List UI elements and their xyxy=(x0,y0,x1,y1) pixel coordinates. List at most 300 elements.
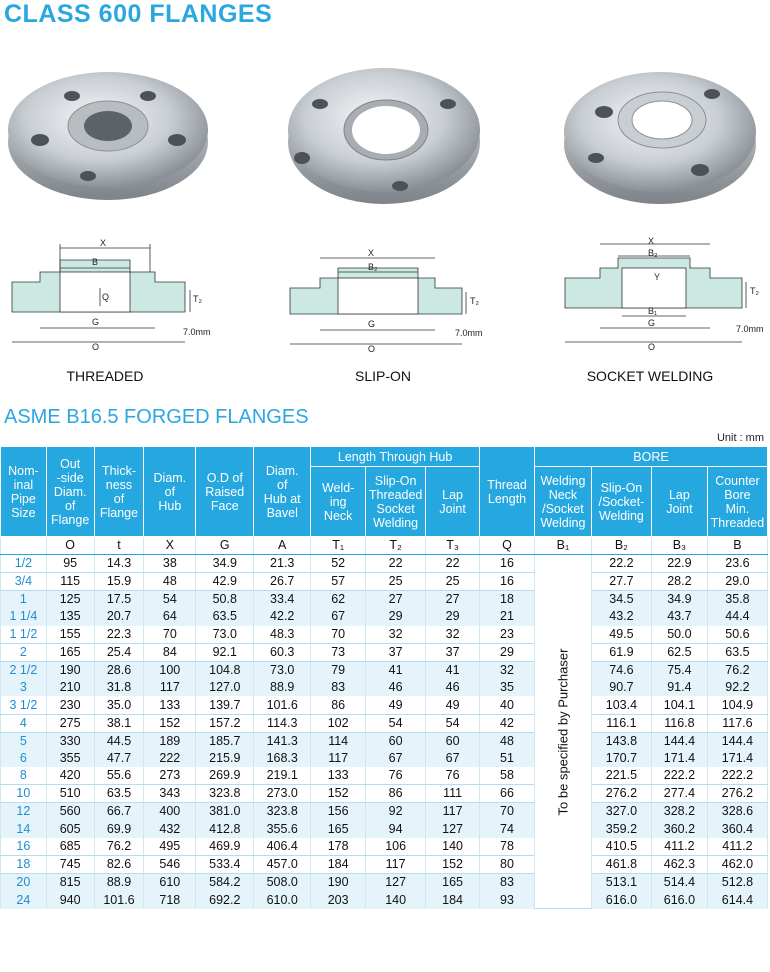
value-cell: 29 xyxy=(426,608,480,626)
value-cell: 469.9 xyxy=(196,838,254,856)
value-cell: 560 xyxy=(46,803,94,821)
value-cell: 114 xyxy=(311,732,366,750)
dim-t2-3: T₂ xyxy=(750,286,759,296)
value-cell: 111 xyxy=(426,785,480,803)
unit-label: Unit : mm xyxy=(716,432,764,444)
value-cell: 43.7 xyxy=(651,608,707,626)
value-cell: 73.0 xyxy=(254,661,311,679)
table-row xyxy=(1,714,768,732)
value-cell: 55.6 xyxy=(94,767,144,785)
value-cell: 610 xyxy=(144,874,196,892)
value-cell: 546 xyxy=(144,856,196,874)
pipe-size-cell: 2 1/2 xyxy=(1,661,47,679)
value-cell: 25 xyxy=(366,573,426,591)
value-cell: 34.9 xyxy=(196,555,254,573)
value-cell: 43.2 xyxy=(591,608,651,626)
value-cell: 66.7 xyxy=(94,803,144,821)
value-cell: 32 xyxy=(426,626,480,644)
symbol-row xyxy=(1,537,768,555)
value-cell: 91.4 xyxy=(651,679,707,697)
dim-mm-2: 7.0mm xyxy=(455,328,483,338)
header-b3: Lap Joint xyxy=(651,467,707,537)
value-cell: 34.5 xyxy=(591,591,651,609)
value-cell: 31.8 xyxy=(94,679,144,697)
value-cell: 102 xyxy=(311,714,366,732)
value-cell: 685 xyxy=(46,838,94,856)
value-cell: 116.8 xyxy=(651,714,707,732)
value-cell: 462.3 xyxy=(651,856,707,874)
value-cell: 46 xyxy=(426,679,480,697)
header-q: Thread Length xyxy=(480,447,535,537)
value-cell: 940 xyxy=(46,891,94,909)
value-cell: 400 xyxy=(144,803,196,821)
value-cell: 23 xyxy=(480,626,535,644)
value-cell: 610.0 xyxy=(254,891,311,909)
value-cell: 114.3 xyxy=(254,714,311,732)
value-cell: 323.8 xyxy=(196,785,254,803)
value-cell: 584.2 xyxy=(196,874,254,892)
value-cell: 16 xyxy=(480,555,535,573)
value-cell: 92.2 xyxy=(707,679,767,697)
pipe-size-cell: 1 1/4 xyxy=(1,608,47,626)
value-cell: 184 xyxy=(426,891,480,909)
value-cell: 219.1 xyxy=(254,767,311,785)
value-cell: 67 xyxy=(426,750,480,768)
dim-b2-2: B₂ xyxy=(368,262,378,272)
value-cell: 32 xyxy=(366,626,426,644)
value-cell: 80 xyxy=(480,856,535,874)
value-cell: 718 xyxy=(144,891,196,909)
table-row xyxy=(1,608,768,626)
value-cell: 514.4 xyxy=(651,874,707,892)
symbol-cell: B₂ xyxy=(591,537,651,555)
header-bore: BORE xyxy=(534,447,767,467)
value-cell: 63.5 xyxy=(94,785,144,803)
value-cell: 50.0 xyxy=(651,626,707,644)
value-cell: 616.0 xyxy=(591,891,651,909)
value-cell: 165 xyxy=(46,643,94,661)
value-cell: 76 xyxy=(426,767,480,785)
symbol-cell: T₁ xyxy=(311,537,366,555)
value-cell: 275 xyxy=(46,714,94,732)
pipe-size-cell: 24 xyxy=(1,891,47,909)
value-cell: 70 xyxy=(144,626,196,644)
dim-t2-2: T₂ xyxy=(470,296,479,306)
value-cell: 222.2 xyxy=(651,767,707,785)
value-cell: 79 xyxy=(311,661,366,679)
value-cell: 74.6 xyxy=(591,661,651,679)
value-cell: 28.2 xyxy=(651,573,707,591)
value-cell: 75.4 xyxy=(651,661,707,679)
value-cell: 381.0 xyxy=(196,803,254,821)
header-t: Thick- ness of Flange xyxy=(94,447,144,537)
value-cell: 420 xyxy=(46,767,94,785)
pipe-size-cell: 16 xyxy=(1,838,47,856)
value-cell: 355 xyxy=(46,750,94,768)
value-cell: 73 xyxy=(311,643,366,661)
value-cell: 103.4 xyxy=(591,696,651,714)
value-cell: 50.8 xyxy=(196,591,254,609)
header-a: Diam. of Hub at Bavel xyxy=(254,447,311,537)
value-cell: 461.8 xyxy=(591,856,651,874)
value-cell: 22 xyxy=(366,555,426,573)
value-cell: 127 xyxy=(426,820,480,838)
dim-b-1: B xyxy=(92,257,99,267)
value-cell: 745 xyxy=(46,856,94,874)
value-cell: 144.4 xyxy=(651,732,707,750)
pipe-size-cell: 10 xyxy=(1,785,47,803)
value-cell: 139.7 xyxy=(196,696,254,714)
pipe-size-cell: 3 xyxy=(1,679,47,697)
value-cell: 152 xyxy=(426,856,480,874)
value-cell: 360.2 xyxy=(651,820,707,838)
value-cell: 25.4 xyxy=(94,643,144,661)
value-cell: 22 xyxy=(426,555,480,573)
dim-mm-1: 7.0mm xyxy=(183,327,211,337)
value-cell: 178 xyxy=(311,838,366,856)
value-cell: 42.2 xyxy=(254,608,311,626)
table-row xyxy=(1,555,768,573)
value-cell: 92 xyxy=(366,803,426,821)
value-cell: 692.2 xyxy=(196,891,254,909)
value-cell: 106 xyxy=(366,838,426,856)
symbol-cell: X xyxy=(144,537,196,555)
value-cell: 54 xyxy=(144,591,196,609)
label-slip-on: SLIP-ON xyxy=(354,368,411,384)
value-cell: 222.2 xyxy=(707,767,767,785)
dim-x-1: X xyxy=(100,238,107,248)
pipe-size-cell: 5 xyxy=(1,732,47,750)
value-cell: 94 xyxy=(366,820,426,838)
socket-welding-diagram xyxy=(565,244,746,342)
value-cell: 44.4 xyxy=(707,608,767,626)
value-cell: 48 xyxy=(144,573,196,591)
value-cell: 170.7 xyxy=(591,750,651,768)
header-t3: Lap Joint xyxy=(426,467,480,537)
value-cell: 143.8 xyxy=(591,732,651,750)
pipe-size-cell: 14 xyxy=(1,820,47,838)
value-cell: 35.8 xyxy=(707,591,767,609)
value-cell: 78 xyxy=(480,838,535,856)
symbol-cell: A xyxy=(254,537,311,555)
value-cell: 48.3 xyxy=(254,626,311,644)
value-cell: 73.0 xyxy=(196,626,254,644)
value-cell: 17.5 xyxy=(94,591,144,609)
value-cell: 49 xyxy=(426,696,480,714)
symbol-cell-empty xyxy=(1,537,47,555)
value-cell: 60 xyxy=(426,732,480,750)
value-cell: 190 xyxy=(311,874,366,892)
header-b1: Welding Neck /Socket Welding xyxy=(534,467,591,537)
value-cell: 86 xyxy=(311,696,366,714)
value-cell: 35 xyxy=(480,679,535,697)
value-cell: 189 xyxy=(144,732,196,750)
value-cell: 156 xyxy=(311,803,366,821)
table-title: ASME B16.5 FORGED FLANGES xyxy=(4,406,309,428)
value-cell: 83 xyxy=(311,679,366,697)
value-cell: 171.4 xyxy=(707,750,767,768)
value-cell: 63.5 xyxy=(196,608,254,626)
value-cell: 117 xyxy=(144,679,196,697)
value-cell: 190 xyxy=(46,661,94,679)
value-cell: 457.0 xyxy=(254,856,311,874)
value-cell: 60.3 xyxy=(254,643,311,661)
value-cell: 38.1 xyxy=(94,714,144,732)
value-cell: 83 xyxy=(480,874,535,892)
symbol-cell: B₃ xyxy=(651,537,707,555)
header-nps: Nom- inal Pipe Size xyxy=(1,447,47,537)
pipe-size-cell: 1 1/2 xyxy=(1,626,47,644)
value-cell: 273.0 xyxy=(254,785,311,803)
value-cell: 116.1 xyxy=(591,714,651,732)
value-cell: 49 xyxy=(366,696,426,714)
value-cell: 328.6 xyxy=(707,803,767,821)
value-cell: 63.5 xyxy=(707,643,767,661)
value-cell: 513.1 xyxy=(591,874,651,892)
value-cell: 16 xyxy=(480,573,535,591)
value-cell: 62.5 xyxy=(651,643,707,661)
value-cell: 222 xyxy=(144,750,196,768)
value-cell: 125 xyxy=(46,591,94,609)
table-row xyxy=(1,803,768,821)
dim-g-1: G xyxy=(92,317,100,327)
value-cell: 90.7 xyxy=(591,679,651,697)
value-cell: 210 xyxy=(46,679,94,697)
value-cell: 18 xyxy=(480,591,535,609)
symbol-cell: T₃ xyxy=(426,537,480,555)
value-cell: 323.8 xyxy=(254,803,311,821)
value-cell: 117.6 xyxy=(707,714,767,732)
value-cell: 330 xyxy=(46,732,94,750)
value-cell: 41 xyxy=(366,661,426,679)
value-cell: 411.2 xyxy=(651,838,707,856)
value-cell: 66 xyxy=(480,785,535,803)
table-row xyxy=(1,838,768,856)
value-cell: 221.5 xyxy=(591,767,651,785)
value-cell: 215.9 xyxy=(196,750,254,768)
pipe-size-cell: 1 xyxy=(1,591,47,609)
value-cell: 185.7 xyxy=(196,732,254,750)
value-cell: 23.6 xyxy=(707,555,767,573)
dim-y-3: Y xyxy=(654,272,661,282)
value-cell: 76.2 xyxy=(94,838,144,856)
dim-o-2: O xyxy=(368,344,376,354)
value-cell: 33.4 xyxy=(254,591,311,609)
value-cell: 410.5 xyxy=(591,838,651,856)
value-cell: 165 xyxy=(311,820,366,838)
value-cell: 69.9 xyxy=(94,820,144,838)
value-cell: 133 xyxy=(144,696,196,714)
value-cell: 22.3 xyxy=(94,626,144,644)
value-cell: 360.4 xyxy=(707,820,767,838)
value-cell: 104.9 xyxy=(707,696,767,714)
value-cell: 104.8 xyxy=(196,661,254,679)
slip-on-flange-photo xyxy=(288,68,480,204)
value-cell: 168.3 xyxy=(254,750,311,768)
value-cell: 40 xyxy=(480,696,535,714)
value-cell: 614.4 xyxy=(707,891,767,909)
value-cell: 152 xyxy=(144,714,196,732)
value-cell: 50.6 xyxy=(707,626,767,644)
header-o: Out -side Diam. of Flange xyxy=(46,447,94,537)
symbol-cell: t xyxy=(94,537,144,555)
value-cell: 88.9 xyxy=(254,679,311,697)
dim-o-1: O xyxy=(92,342,100,352)
value-cell: 276.2 xyxy=(591,785,651,803)
table-row xyxy=(1,661,768,679)
value-cell: 42.9 xyxy=(196,573,254,591)
value-cell: 15.9 xyxy=(94,573,144,591)
value-cell: 61.9 xyxy=(591,643,651,661)
value-cell: 29 xyxy=(480,643,535,661)
value-cell: 203 xyxy=(311,891,366,909)
value-cell: 76 xyxy=(366,767,426,785)
value-cell: 101.6 xyxy=(254,696,311,714)
value-cell: 510 xyxy=(46,785,94,803)
threaded-diagram xyxy=(12,244,190,342)
value-cell: 140 xyxy=(426,838,480,856)
table-row xyxy=(1,679,768,697)
dim-t2-1: T₂ xyxy=(193,294,202,304)
value-cell: 616.0 xyxy=(651,891,707,909)
pipe-size-cell: 3 1/2 xyxy=(1,696,47,714)
symbol-cell: B₁ xyxy=(534,537,591,555)
value-cell: 104.1 xyxy=(651,696,707,714)
table-row xyxy=(1,750,768,768)
value-cell: 64 xyxy=(144,608,196,626)
value-cell: 171.4 xyxy=(651,750,707,768)
value-cell: 74 xyxy=(480,820,535,838)
value-cell: 70 xyxy=(311,626,366,644)
value-cell: 184 xyxy=(311,856,366,874)
value-cell: 62 xyxy=(311,591,366,609)
value-cell: 135 xyxy=(46,608,94,626)
value-cell: 165 xyxy=(426,874,480,892)
value-cell: 152 xyxy=(311,785,366,803)
dim-g-3: G xyxy=(648,318,656,328)
purchaser-note: To be specified by Purchaser xyxy=(555,648,571,816)
value-cell: 355.6 xyxy=(254,820,311,838)
table-row xyxy=(1,785,768,803)
dim-b1-3: B₁ xyxy=(648,306,658,316)
value-cell: 277.4 xyxy=(651,785,707,803)
value-cell: 27 xyxy=(426,591,480,609)
pipe-size-cell: 1/2 xyxy=(1,555,47,573)
header-t2: Slip-On Threaded Socket Welding xyxy=(366,467,426,537)
value-cell: 406.4 xyxy=(254,838,311,856)
value-cell: 37 xyxy=(426,643,480,661)
dim-q-1: Q xyxy=(102,292,110,302)
slip-on-diagram xyxy=(290,258,466,344)
table-row xyxy=(1,856,768,874)
value-cell: 155 xyxy=(46,626,94,644)
value-cell: 34.9 xyxy=(651,591,707,609)
value-cell: 411.2 xyxy=(707,838,767,856)
socket-welding-flange-photo xyxy=(564,72,756,204)
table-row xyxy=(1,891,768,909)
value-cell: 48 xyxy=(480,732,535,750)
value-cell: 144.4 xyxy=(707,732,767,750)
value-cell: 21.3 xyxy=(254,555,311,573)
dim-g-2: G xyxy=(368,319,376,329)
value-cell: 44.5 xyxy=(94,732,144,750)
header-g: O.D of Raised Face xyxy=(196,447,254,537)
pipe-size-cell: 8 xyxy=(1,767,47,785)
value-cell: 101.6 xyxy=(94,891,144,909)
value-cell: 60 xyxy=(366,732,426,750)
value-cell: 82.6 xyxy=(94,856,144,874)
symbol-cell: T₂ xyxy=(366,537,426,555)
value-cell: 95 xyxy=(46,555,94,573)
value-cell: 815 xyxy=(46,874,94,892)
value-cell: 70 xyxy=(480,803,535,821)
header-t1: Weld- ing Neck xyxy=(311,467,366,537)
pipe-size-cell: 6 xyxy=(1,750,47,768)
symbol-cell: O xyxy=(46,537,94,555)
symbol-cell: Q xyxy=(480,537,535,555)
label-socket-welding: SOCKET WELDING xyxy=(586,368,714,384)
pipe-size-cell: 18 xyxy=(1,856,47,874)
header-length-through-hub: Length Through Hub xyxy=(311,447,480,467)
value-cell: 22.2 xyxy=(591,555,651,573)
value-cell: 508.0 xyxy=(254,874,311,892)
value-cell: 42 xyxy=(480,714,535,732)
value-cell: 359.2 xyxy=(591,820,651,838)
value-cell: 76.2 xyxy=(707,661,767,679)
value-cell: 92.1 xyxy=(196,643,254,661)
table-row xyxy=(1,820,768,838)
value-cell: 512.8 xyxy=(707,874,767,892)
value-cell: 328.2 xyxy=(651,803,707,821)
value-cell: 37 xyxy=(366,643,426,661)
table-row xyxy=(1,732,768,750)
symbol-cell: G xyxy=(196,537,254,555)
value-cell: 127.0 xyxy=(196,679,254,697)
value-cell: 25 xyxy=(426,573,480,591)
dim-x-3: X xyxy=(648,236,655,246)
value-cell: 605 xyxy=(46,820,94,838)
purchaser-note-cell xyxy=(534,555,591,909)
value-cell: 27 xyxy=(366,591,426,609)
flange-table xyxy=(0,446,768,909)
value-cell: 35.0 xyxy=(94,696,144,714)
pipe-size-cell: 3/4 xyxy=(1,573,47,591)
value-cell: 141.3 xyxy=(254,732,311,750)
dim-b2-3: B₂ xyxy=(648,248,658,258)
value-cell: 495 xyxy=(144,838,196,856)
value-cell: 29.0 xyxy=(707,573,767,591)
value-cell: 20.7 xyxy=(94,608,144,626)
value-cell: 343 xyxy=(144,785,196,803)
value-cell: 269.9 xyxy=(196,767,254,785)
dim-x-2: X xyxy=(368,248,375,258)
value-cell: 28.6 xyxy=(94,661,144,679)
header-b: Counter Bore Min. Threaded xyxy=(707,467,767,537)
value-cell: 93 xyxy=(480,891,535,909)
value-cell: 84 xyxy=(144,643,196,661)
value-cell: 67 xyxy=(366,750,426,768)
pipe-size-cell: 12 xyxy=(1,803,47,821)
dim-mm-3: 7.0mm xyxy=(736,324,764,334)
value-cell: 276.2 xyxy=(707,785,767,803)
header-b2: Slip-On /Socket- Welding xyxy=(591,467,651,537)
value-cell: 47.7 xyxy=(94,750,144,768)
value-cell: 432 xyxy=(144,820,196,838)
table-row xyxy=(1,643,768,661)
value-cell: 46 xyxy=(366,679,426,697)
value-cell: 100 xyxy=(144,661,196,679)
pipe-size-cell: 20 xyxy=(1,874,47,892)
